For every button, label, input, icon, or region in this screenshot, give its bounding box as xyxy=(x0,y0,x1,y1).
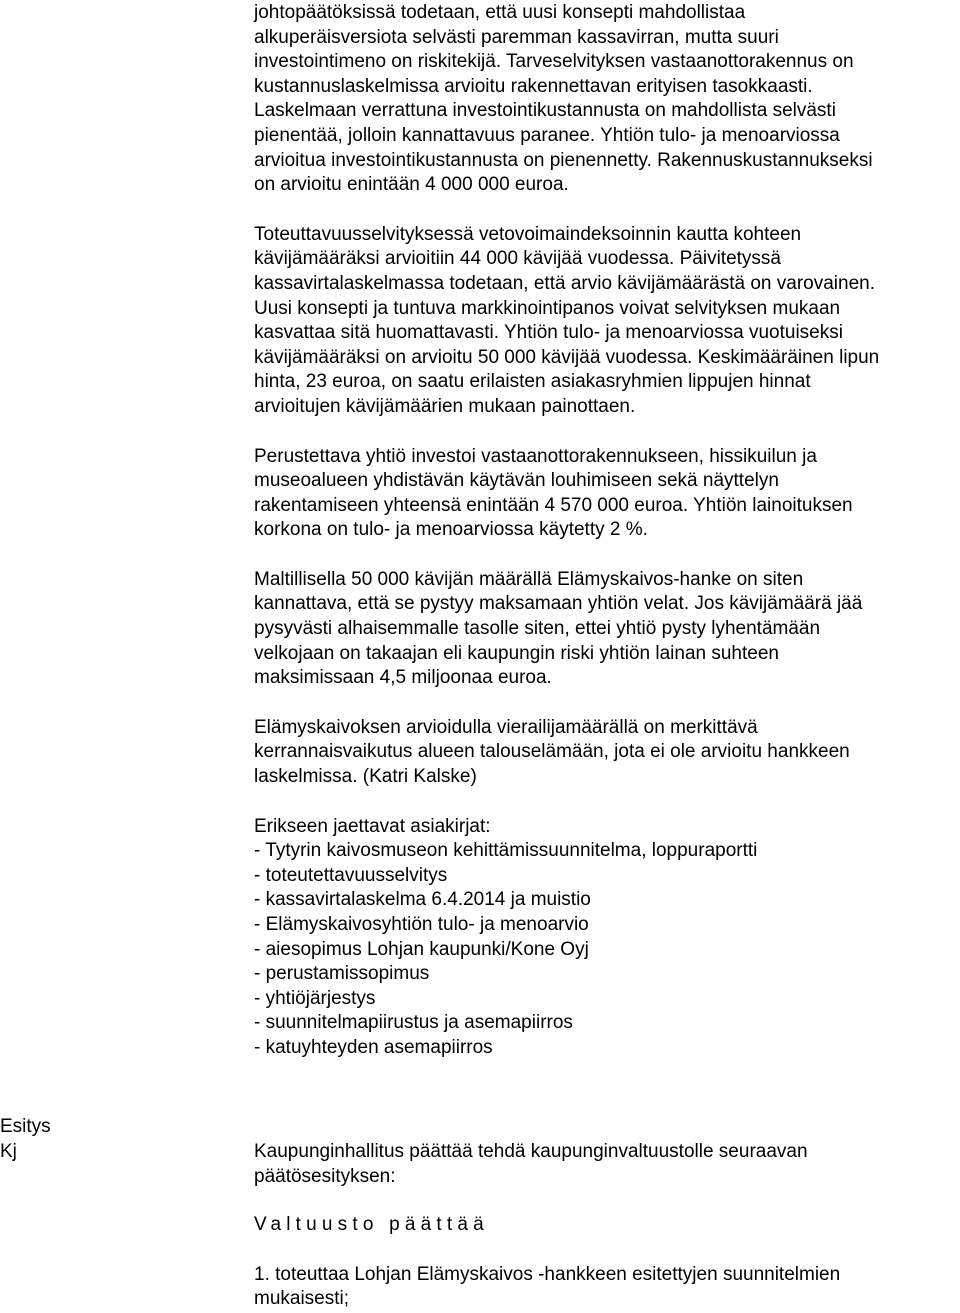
text-line: kassavirtalaskelmassa todetaan, että arvio kävijämäärästä on varovainen. xyxy=(254,272,875,294)
text-line: hinta, 23 euroa, on saatu erilaisten asiakasryhmien lippujen hinnat xyxy=(254,371,811,393)
text-line: Laskelmaan verrattuna investointikustannusta on mahdollista selvästi xyxy=(254,100,836,122)
attachment-item: - yhtiöjärjestys xyxy=(254,987,376,1009)
proposal-body xyxy=(254,1140,960,1312)
attachment-item: - suunnitelmapiirustus ja asemapiirros xyxy=(254,1012,573,1034)
text-line: Perustettava yhtiö investoi vastaanottorakennukseen, hissikuilun ja xyxy=(254,445,817,467)
text-line: kävijämääräksi on arvioitu 50 000 kävijää vuodessa. Keskimääräinen lipun xyxy=(254,346,880,368)
text-line: on arvioitu enintään 4 000 000 euroa. xyxy=(254,174,569,196)
paragraph-multiplier-effect xyxy=(254,716,960,790)
paragraph-investment xyxy=(254,445,960,543)
text-line: alkuperäisversiota selvästi paremman kassavirran, mutta suuri xyxy=(254,26,779,48)
attachment-item: - katuyhteyden asemapiirros xyxy=(254,1036,493,1058)
proposal-label-line: Esitys xyxy=(0,1116,51,1137)
text-line: Maltillisella 50 000 kävijän määrällä Elämyskaivos-hanke on siten xyxy=(254,568,804,590)
text-line: laskelmissa. (Katri Kalske) xyxy=(254,766,477,788)
document-body xyxy=(254,1,960,1086)
paragraph-risk xyxy=(254,568,960,691)
text-line: kerrannaisvaikutus alueen talouselämään, jota ei ole arvioitu hankkeen xyxy=(254,741,850,763)
text-line: pienentää, jolloin kannattavuus paranee. Yhtiön tulo- ja menoarviossa xyxy=(254,124,840,146)
attachments-list xyxy=(254,839,960,1060)
text-line: johtopäätöksissä todetaan, että uusi konsepti mahdollistaa xyxy=(254,2,746,23)
attachment-item: - Tytyrin kaivosmuseon kehittämissuunnitelma, loppuraportti xyxy=(254,840,758,862)
text-line: pysyvästi alhaisemmalle tasolle siten, ettei yhtiö pysty lyhentämään xyxy=(254,618,821,640)
text-line: kasvattaa sitä huomattavasti. Yhtiön tulo- ja menoarviossa vuotuiseksi xyxy=(254,322,843,344)
attachment-item: - aiesopimus Lohjan kaupunki/Kone Oyj xyxy=(254,938,589,960)
council-decides-heading: Valtuusto päättää xyxy=(254,1214,489,1236)
text-line: kustannuslaskelmissa arvioitu rakennettavan erityisen tasokkaasti. xyxy=(254,75,813,97)
paragraph-visitor-estimates xyxy=(254,223,960,420)
text-line: arvioitujen kävijämäärien mukaan painottaen. xyxy=(254,395,636,417)
text-line: Elämyskaivoksen arvioidulla vierailijamäärällä on merkittävä xyxy=(254,716,758,738)
attachment-item: - perustamissopimus xyxy=(254,963,430,985)
text-line: maksimissaan 4,5 miljoonaa euroa. xyxy=(254,667,552,689)
proposal-label xyxy=(0,1115,80,1164)
text-line: Uusi konsepti ja tuntuva markkinointipanos voivat selvityksen mukaan xyxy=(254,297,841,319)
text-line: velkojaan on takaajan eli kaupungin riski yhtiön lainan suhteen xyxy=(254,642,779,664)
proposal-presenter-label: Kj xyxy=(0,1140,17,1162)
text-line: kävijämääräksi arvioitiin 44 000 kävijää vuodessa. Päivitetyssä xyxy=(254,248,781,270)
attachments-section xyxy=(254,815,960,1061)
text-line: investointimeno on riskitekijä. Tarveselvityksen vastaanottorakennus on xyxy=(254,51,854,73)
text-line: Toteuttavuusselvityksessä vetovoimaindeksoinnin kautta kohteen xyxy=(254,223,802,245)
attachment-item: - Elämyskaivosyhtiön tulo- ja menoarvio xyxy=(254,914,589,935)
attachment-item: - kassavirtalaskelma 6.4.2014 ja muistio xyxy=(254,889,591,911)
text-line: rakentamiseen yhteensä enintään 4 570 000 euroa. Yhtiön lainoituksen xyxy=(254,494,853,516)
decision-item-line: mukaisesti; xyxy=(254,1288,350,1310)
paragraph-cashflow-conclusions xyxy=(254,1,960,198)
text-line: kannattava, että se pystyy maksamaan yhtiön velat. Jos kävijämäärä jää xyxy=(254,593,863,615)
attachments-title: Erikseen jaettavat asiakirjat: xyxy=(254,815,491,837)
text-line: arvioitua investointikustannusta on pienennetty. Rakennuskustannukseksi xyxy=(254,149,873,171)
proposal-intro-line: Kaupunginhallitus päättää tehdä kaupunginvaltuustolle seuraavan xyxy=(254,1141,808,1162)
decision-item-line: 1. toteuttaa Lohjan Elämyskaivos -hankkeen esitettyjen suunnitelmien xyxy=(254,1263,841,1285)
text-line: korkona on tulo- ja menoarviossa käytetty 2 %. xyxy=(254,519,648,541)
attachment-item: - toteutettavuusselvitys xyxy=(254,864,448,886)
text-line: museoalueen yhdistävän käytävän louhimiseen sekä näyttelyn xyxy=(254,470,779,492)
proposal-intro-line: päätösesityksen: xyxy=(254,1165,396,1187)
